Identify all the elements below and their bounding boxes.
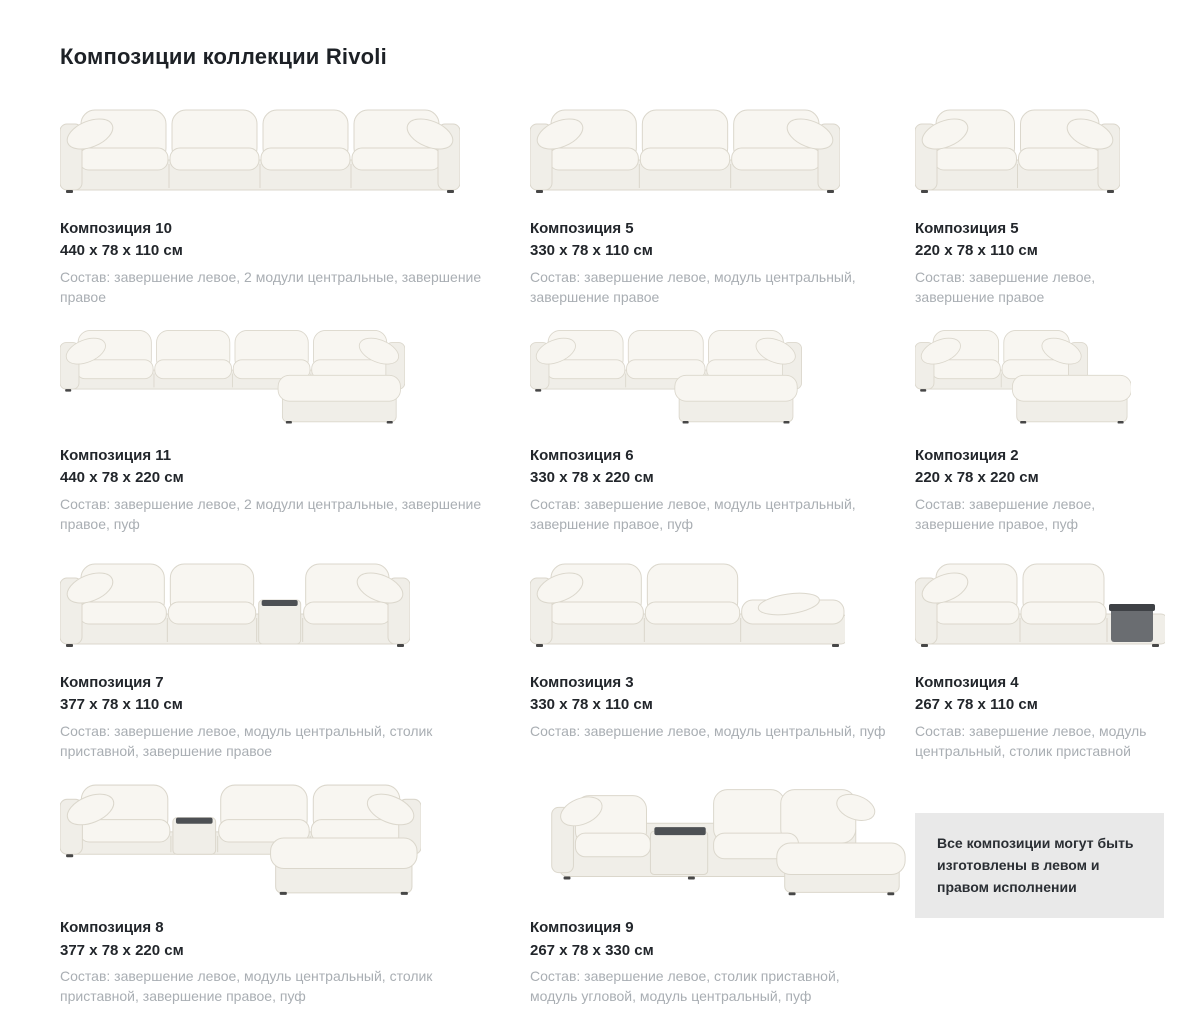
sofa-image [60, 327, 530, 427]
composition-dimensions: 220 x 78 x 110 см [915, 242, 1038, 260]
composition-structure: Состав: завершение левое, 2 модули центральные, завершение правое, пуф [60, 495, 482, 532]
sofa-image [60, 554, 530, 654]
sofa-image [530, 327, 915, 427]
composition-structure: Состав: завершение левое, модуль центральный, завершение правое, пуф [530, 495, 856, 532]
sofa-image [530, 554, 915, 654]
composition-name: Композиция 11 [60, 447, 172, 465]
composition-name: Композиция 5 [915, 220, 1019, 237]
compositions-grid [0, 100, 1200, 1036]
sofa-image [915, 100, 1200, 200]
composition-card [915, 554, 1200, 761]
composition-dimensions: 440 x 78 x 220 см [60, 469, 184, 487]
composition-name: Композиция 10 [60, 220, 172, 237]
sofa-image [530, 781, 915, 899]
composition-dimensions: 267 x 78 x 330 см [530, 941, 654, 959]
composition-card [530, 554, 915, 761]
composition-name: Композиция 9 [530, 919, 634, 937]
composition-dimensions: 330 x 78 x 110 см [530, 242, 653, 260]
composition-name: Композиция 6 [530, 447, 634, 465]
sofa-image [530, 100, 915, 200]
composition-card [915, 327, 1200, 534]
composition-dimensions: 377 x 78 x 110 см [60, 696, 183, 714]
composition-structure: Состав: завершение левое, завершение правое [915, 268, 1096, 305]
composition-card [60, 781, 530, 1006]
composition-name: Композиция 2 [915, 447, 1019, 465]
composition-dimensions: 377 x 78 x 220 см [60, 941, 184, 959]
sofa-image [915, 327, 1200, 427]
composition-card [60, 327, 530, 534]
sofa-image [60, 781, 530, 899]
composition-dimensions: 220 x 78 x 220 см [915, 469, 1039, 487]
sofa-image [60, 100, 530, 200]
composition-name: Композиция 7 [60, 674, 164, 692]
composition-dimensions: 440 x 78 x 110 см [60, 242, 183, 260]
note-box [915, 813, 1164, 918]
composition-dimensions: 330 x 78 x 220 см [530, 469, 654, 487]
composition-card [915, 100, 1200, 307]
page-title: Композиции коллекции Rivoli [60, 44, 387, 69]
composition-name: Композиция 3 [530, 674, 634, 692]
sofa-image [915, 554, 1200, 654]
composition-structure: Состав: завершение левое, модуль центральный, столик приставной, завершение правое, пуф [60, 967, 433, 1005]
composition-name: Композиция 4 [915, 674, 1019, 692]
composition-card [60, 554, 530, 761]
composition-dimensions: 267 x 78 x 110 см [915, 696, 1038, 714]
composition-structure: Состав: завершение левое, модуль центральный, столик приставной [915, 722, 1147, 759]
composition-structure: Состав: завершение левое, столик приставной, модуль угловой, модуль центральный, пуф [530, 967, 840, 1005]
composition-card [530, 327, 915, 534]
composition-card [60, 100, 530, 307]
composition-name: Композиция 5 [530, 220, 634, 237]
composition-structure: Состав: завершение левое, модуль центральный, завершение правое [530, 268, 856, 305]
composition-card [530, 781, 915, 1006]
composition-dimensions: 330 x 78 x 110 см [530, 696, 653, 714]
composition-structure: Состав: завершение левое, 2 модули центральные, завершение правое [60, 268, 482, 305]
composition-name: Композиция 8 [60, 919, 164, 937]
note-text: Все композиции могут быть изготовлены в левом и правом исполнении [937, 835, 1134, 895]
composition-structure: Состав: завершение левое, модуль центральный, пуф [530, 722, 886, 739]
composition-structure: Состав: завершение левое, завершение правое, пуф [915, 495, 1096, 532]
composition-structure: Состав: завершение левое, модуль центральный, столик приставной, завершение правое [60, 722, 433, 759]
composition-card [530, 100, 915, 307]
